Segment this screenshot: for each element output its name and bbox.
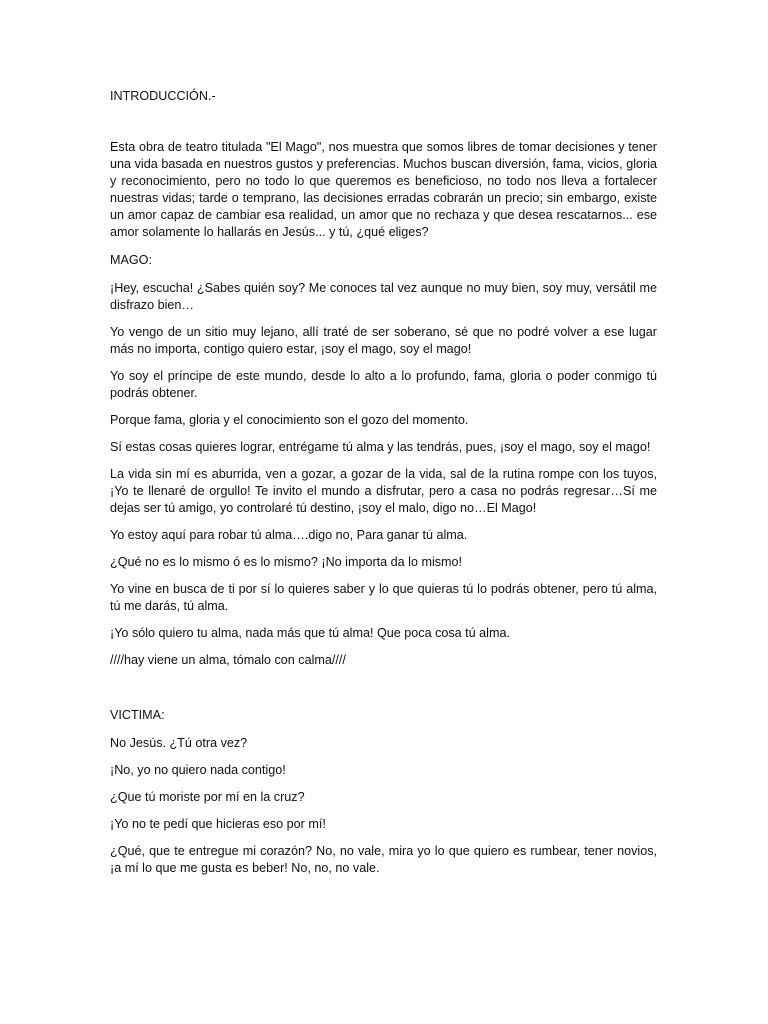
section-title: INTRODUCCIÓN.- [110, 89, 216, 103]
mago-line: La vida sin mí es aburrida, ven a gozar, a gozar de la vida, sal de la rutina rompe con los tuyos, ¡Yo te llenaré de orgullo! Te invito el mundo a disfrutar, pero a casa no podrás regresar…Sí me dejas ser tú amigo, yo controlaré tú destino, ¡soy el malo, digo no…El Mago! [110, 467, 657, 515]
mago-line: ¿Qué no es lo mismo ó es lo mismo? ¡No importa da lo mismo! [110, 555, 463, 569]
mago-line: Porque fama, gloria y el conocimiento son el gozo del momento. [110, 413, 469, 427]
document-body [110, 88, 657, 887]
victima-line: ¿Qué, que te entregue mi corazón? No, no vale, mira yo lo que quiero es rumbear, tener novios, ¡a mí lo que me gusta es beber! No, no, no vale. [110, 844, 657, 875]
victima-line: ¡Yo no te pedí que hicieras eso por mí! [110, 817, 326, 831]
victima-line: ¡No, yo no quiero nada contigo! [110, 763, 286, 777]
mago-line: ¡Hey, escucha! ¿Sabes quién soy? Me conoces tal vez aunque no muy bien, soy muy, versátil me disfrazo bien… [110, 281, 657, 312]
mago-line: Yo soy el príncipe de este mundo, desde lo alto a lo profundo, fama, gloria o poder conmigo tú podrás obtener. [110, 369, 657, 400]
mago-line: Sí estas cosas quieres lograr, entrégame tú alma y las tendrás, pues, ¡soy el mago, soy el mago! [110, 440, 651, 454]
victima-line: ¿Que tú moriste por mí en la cruz? [110, 790, 305, 804]
mago-line: Yo estoy aquí para robar tú alma….digo no, Para ganar tú alma. [110, 528, 468, 542]
mago-line: Yo vengo de un sitio muy lejano, allí traté de ser soberano, sé que no podré volver a ese lugar más no importa, contigo quiero estar, ¡soy el mago, soy el mago! [110, 325, 657, 356]
mago-line: Yo vine en busca de ti por sí lo quieres saber y lo que quieras tú lo podrás obtener, pero tú alma, tú me darás, tú alma. [110, 582, 657, 613]
speaker-label-victima: VICTIMA: [110, 708, 165, 722]
intro-paragraph: Esta obra de teatro titulada "El Mago", nos muestra que somos libres de tomar decisiones y tener una vida basada en nuestros gustos y preferencias. Muchos buscan diversión, fama, vicios, gloria y reconocimiento, pero no todo lo que queremos es beneficioso, no todo nos lleva a fortalecer nuestras vidas; tarde o temprano, las decisiones erradas cobrarán un precio; sin embargo, existe un amor capaz de cambiar esa realidad, un amor que no rechaza y que desea rescatarnos... ese amor solamente lo hallarás en Jesús... y tú, ¿qué eliges? [110, 140, 657, 239]
mago-line: ¡Yo sólo quiero tu alma, nada más que tú alma! Que poca cosa tú alma. [110, 626, 510, 640]
speaker-label-mago: MAGO: [110, 253, 152, 267]
victima-line: No Jesús. ¿Tú otra vez? [110, 736, 248, 750]
stage-direction: ////hay viene un alma, tómalo con calma//// [110, 653, 346, 667]
